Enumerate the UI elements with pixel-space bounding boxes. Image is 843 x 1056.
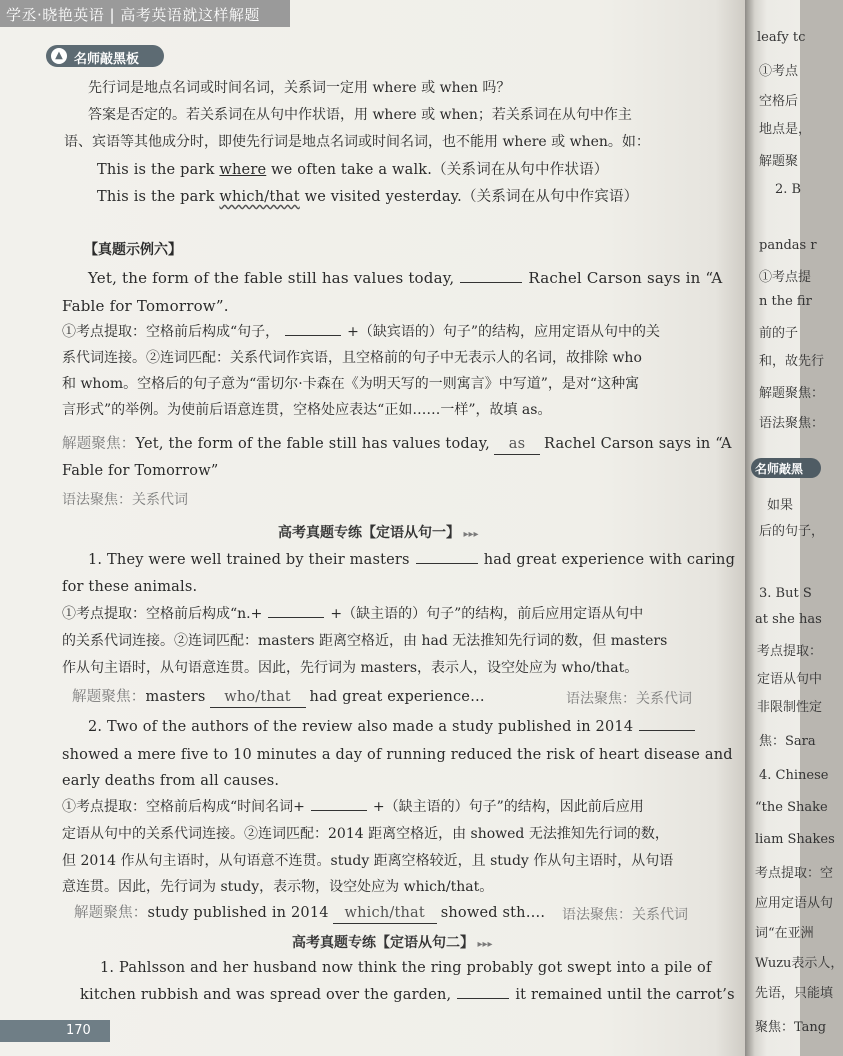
right-text-30: 聚焦：Tang: [755, 1020, 827, 1035]
right-text-24: liam Shakes: [755, 832, 835, 847]
right-text-3: 地点是，: [759, 122, 812, 137]
example6-focus-line2: Fable for Tomorrow”: [62, 463, 219, 479]
example6-question-line1: Yet, the form of the fable still has values today, Rachel Carson says in “A: [88, 269, 723, 287]
right-text-8: n the fir: [759, 294, 812, 309]
drill1-q2-line1: 2. Two of the authors of the review also made a study published in 2014: [88, 717, 701, 737]
right-text-9: 前的子: [759, 326, 799, 341]
right-text-4: 解题聚: [759, 154, 799, 169]
right-text-28: Wuzu表示人，: [755, 956, 843, 971]
right-text-17: at she has: [755, 612, 822, 627]
keyword-where: where: [219, 162, 267, 178]
right-text-11: 解题聚焦：: [759, 386, 825, 401]
drill1-focus1: 解题聚焦：masters who/that had great experience…: [72, 687, 485, 708]
right-text-15: 后的句子，: [759, 524, 825, 539]
drill1-explain-line7: 意连贯。因此，先行词为 study，表示物，设空处应为 which/that。: [62, 879, 494, 895]
tip-example-2: This is the park which/that we visited yesterday.（关系词在从句中作宾语）: [97, 189, 639, 205]
arrows-icon-2: ▸▸▸: [474, 939, 493, 950]
drill1-grammar-focus1: 语法聚焦：关系代词: [566, 691, 692, 707]
drill2-q1-line1: 1. Pahlsson and her husband now think the ring probably got swept into a pile of: [100, 960, 712, 976]
right-text-29: 先语，只能填: [755, 986, 834, 1001]
example6-focus-line1: 解题聚焦：Yet, the form of the fable still has values today, as Rachel Carson says in “A: [62, 434, 732, 455]
example6-question-line2: Fable for Tomorrow”.: [62, 297, 229, 315]
right-text-19: 定语从句中: [757, 672, 823, 687]
example6-explain-line1: ①考点提取：空格前后构成“句子， +（缺宾语的）句子”的结构，应用定语从句中的关: [62, 324, 661, 340]
drill1-focus2: 解题聚焦：study published in 2014 which/that showed sth….: [74, 903, 545, 924]
drill1-explain-line6: 但 2014 作从句主语时，从句语意不连贯。study 距离空格较近，且 study 作从句主语时，从句语: [62, 853, 674, 869]
badge-label: 名师敲黑板: [74, 52, 140, 67]
drill1-grammar-focus2: 语法聚焦：关系代词: [562, 907, 688, 923]
right-text-16: 3. But S: [759, 586, 812, 601]
drill1-q2-line3: early deaths from all causes.: [62, 773, 280, 789]
answer-which-that: which/that: [333, 903, 437, 924]
drill1-explain-line5: 定语从句中的关系代词连接。②连词匹配：2014 距离空格近，由 showed 无法推知先行词的数，: [62, 826, 669, 842]
drill2-q1-line2: kitchen rubbish and was spread over the garden, it remained until the carrot’s: [80, 987, 735, 1003]
right-text-23: “the Shake: [755, 800, 828, 815]
tip-example-1: This is the park where we often take a walk.（关系词在从句中作状语）: [97, 162, 609, 178]
right-text-10: 和，故先行: [759, 354, 825, 369]
right-text-7: ①考点提: [759, 270, 812, 285]
arrows-icon: ▸▸▸: [460, 529, 479, 540]
example6-explain-line2: 系代词连接。②连词匹配：关系代词作宾语，且空格前的句子中无表示人的名词，故排除 who: [62, 350, 642, 366]
right-text-2: 空格后: [759, 94, 799, 109]
example6-explain-line3: 和 whom。空格后的句子意为“雷切尔·卡森在《为明天写的一则寓言》中写道”，是对“这种寓: [62, 376, 640, 392]
drill1-q2-line2: showed a mere five to 10 minutes a day of running reduced the risk of heart disease and: [62, 747, 733, 763]
answer-who-that: who/that: [210, 687, 306, 708]
right-text-12: 语法聚焦：: [759, 416, 825, 431]
right-text-27: 词“在亚洲: [755, 926, 814, 941]
drill1-q1-line1: 1. They were well trained by their masters had great experience with caring: [88, 552, 736, 568]
running-header: 学丞·晓艳英语 | 高考英语就这样解题: [0, 0, 290, 27]
teacher-tip-badge: [46, 45, 164, 67]
tip-question: 先行词是地点名词或时间名词，关系词一定用 where 或 when 吗？: [88, 80, 511, 96]
right-text-6: pandas r: [759, 238, 817, 253]
example6-title: 【真题示例六】: [84, 242, 182, 258]
drill1-explain-line4: ①考点提取：空格前后构成“时间名词+ +（缺主语的）句子”的结构，因此前后应用: [62, 799, 644, 815]
right-text-1: ①考点: [759, 64, 799, 79]
right-text-26: 应用定语从句: [755, 896, 834, 911]
right-text-5: 2. B: [775, 182, 802, 197]
example6-grammar-focus: 语法聚焦：关系代词: [62, 492, 188, 508]
tip-answer-line1: 答案是否定的。若关系词在从句中作状语，用 where 或 when；若关系词在从句中作主: [88, 107, 632, 123]
right-text-21: 焦：Sara: [759, 734, 816, 749]
example6-explain-line4: 言形式”的举例。为使前后语意连贯，空格处应表达“正如……一样”，故填 as。: [62, 402, 552, 418]
book-page-right: [745, 0, 843, 1056]
right-tip-badge: 名师敲黑: [751, 458, 821, 478]
right-text-0: leafy tc: [757, 30, 806, 45]
right-text-22: 4. Chinese: [759, 768, 829, 783]
right-text-18: 考点提取：: [757, 644, 823, 659]
drill1-title: 高考真题专练【定语从句一】 ▸▸▸: [278, 525, 479, 541]
drill1-explain-line3: 作从句主语时，从句语意连贯。因此，先行词为 masters，表示人，设空处应为 who/that。: [62, 660, 639, 676]
right-text-20: 非限制性定: [757, 700, 823, 715]
tip-answer-line2: 语、宾语等其他成分时，即使先行词是地点名词或时间名词，也不能用 where 或 when。如：: [64, 134, 650, 150]
hat-icon: ▲: [51, 48, 67, 64]
drill1-q1-line2: for these animals.: [62, 579, 198, 595]
page-number: 170: [0, 1020, 110, 1042]
keyword-which-that: which/that: [219, 189, 300, 205]
right-text-25: 考点提取：空: [755, 866, 834, 881]
right-text-14: 如果: [767, 498, 794, 513]
answer-as: as: [494, 434, 540, 455]
drill1-explain-line1: ①考点提取：空格前后构成“n.+ +（缺主语的）句子”的结构，前后应用定语从句中: [62, 606, 644, 622]
drill2-title: 高考真题专练【定语从句二】 ▸▸▸: [292, 935, 493, 951]
drill1-explain-line2: 的关系代词连接。②连词匹配：masters 距离空格近，由 had 无法推知先行词的数，但 masters: [62, 633, 668, 649]
